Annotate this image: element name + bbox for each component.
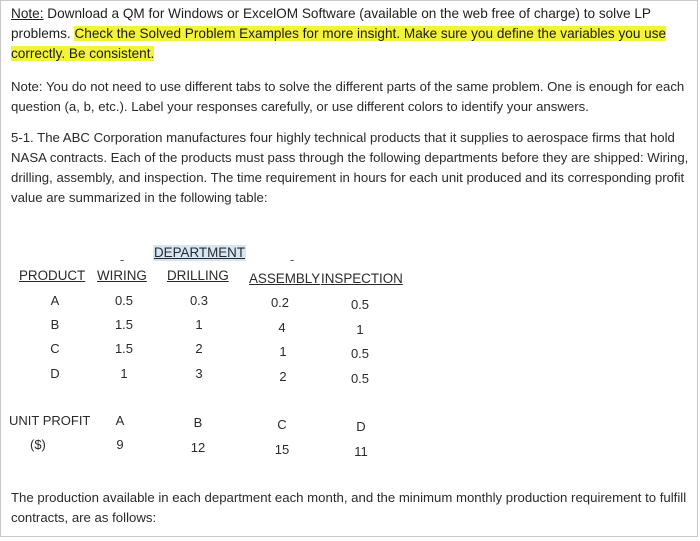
col-header-drilling: DRILLING bbox=[167, 268, 229, 283]
cell-assembly-a: 0.2 bbox=[270, 295, 290, 310]
col-header-assembly: ASSEMBLY bbox=[249, 271, 321, 286]
profit-value-a: 9 bbox=[116, 437, 124, 452]
cell-product-b: B bbox=[50, 317, 60, 332]
cell-inspection-c: 0.5 bbox=[350, 346, 370, 361]
unit-profit-currency: ($) bbox=[30, 437, 46, 452]
cell-inspection-b: 1 bbox=[356, 322, 364, 337]
col-header-product: PRODUCT bbox=[19, 268, 86, 283]
unit-profit-label: UNIT PROFIT bbox=[9, 413, 91, 428]
dash-right: - bbox=[290, 252, 295, 267]
cell-assembly-b: 4 bbox=[278, 320, 286, 335]
cell-drilling-b: 1 bbox=[195, 317, 203, 332]
problem-text: 5-1. The ABC Corporation manufactures four highly technical products that it supplies to aerospace firms that hold NASA contracts. Each of the products must pass through the following departments before they are shipped: Wiring, drilling, assembly, and inspection. The time requirement in hours for each unit produced and its corresponding profit value are summarized in the following table: bbox=[11, 130, 689, 205]
note-tabs: Note: You do not need to use different tabs to solve the different parts of the same problem. One is enough for each question (a, b, etc.). Label your responses carefully, or use different colors to identify your answers. bbox=[11, 79, 685, 114]
profit-product-a: A bbox=[115, 413, 125, 428]
profit-product-d: D bbox=[356, 419, 366, 434]
cell-wiring-d: 1 bbox=[120, 366, 128, 381]
footer-text: The production available in each department each month, and the minimum monthly production requirement to fulfill contracts, are as follows: bbox=[11, 490, 687, 525]
cell-drilling-c: 2 bbox=[195, 341, 203, 356]
profit-value-d: 11 bbox=[354, 444, 368, 459]
col-header-inspection: INSPECTION bbox=[321, 271, 403, 286]
note-download-text: Download a QM for Windows or ExcelOM Software (available on the web free of charge) to solve LP problems. bbox=[11, 6, 651, 41]
cell-product-a: A bbox=[50, 293, 60, 308]
profit-product-b: B bbox=[193, 415, 203, 430]
note-highlight: Check the Solved Problem Examples for more insight. Make sure you define the variables you use correctly. Be consistent. bbox=[11, 26, 667, 61]
note-label: Note: bbox=[11, 6, 44, 21]
note-download bbox=[11, 4, 691, 64]
cell-wiring-b: 1.5 bbox=[114, 317, 134, 332]
cell-drilling-d: 3 bbox=[195, 366, 203, 381]
cell-drilling-a: 0.3 bbox=[189, 293, 209, 308]
cell-inspection-d: 0.5 bbox=[350, 371, 370, 386]
cell-product-c: C bbox=[50, 341, 60, 356]
profit-value-b: 12 bbox=[190, 440, 206, 455]
cell-assembly-c: 1 bbox=[279, 344, 287, 359]
cell-wiring-a: 0.5 bbox=[114, 293, 134, 308]
profit-value-c: 15 bbox=[274, 442, 290, 457]
department-header: DEPARTMENT bbox=[154, 245, 246, 260]
cell-wiring-c: 1.5 bbox=[114, 341, 134, 356]
cell-inspection-a: 0.5 bbox=[350, 297, 370, 312]
profit-product-c: C bbox=[277, 417, 287, 432]
cell-assembly-d: 2 bbox=[279, 369, 287, 384]
col-header-wiring: WIRING bbox=[97, 268, 147, 283]
cell-product-d: D bbox=[50, 366, 60, 381]
dash-left: - bbox=[120, 252, 125, 267]
